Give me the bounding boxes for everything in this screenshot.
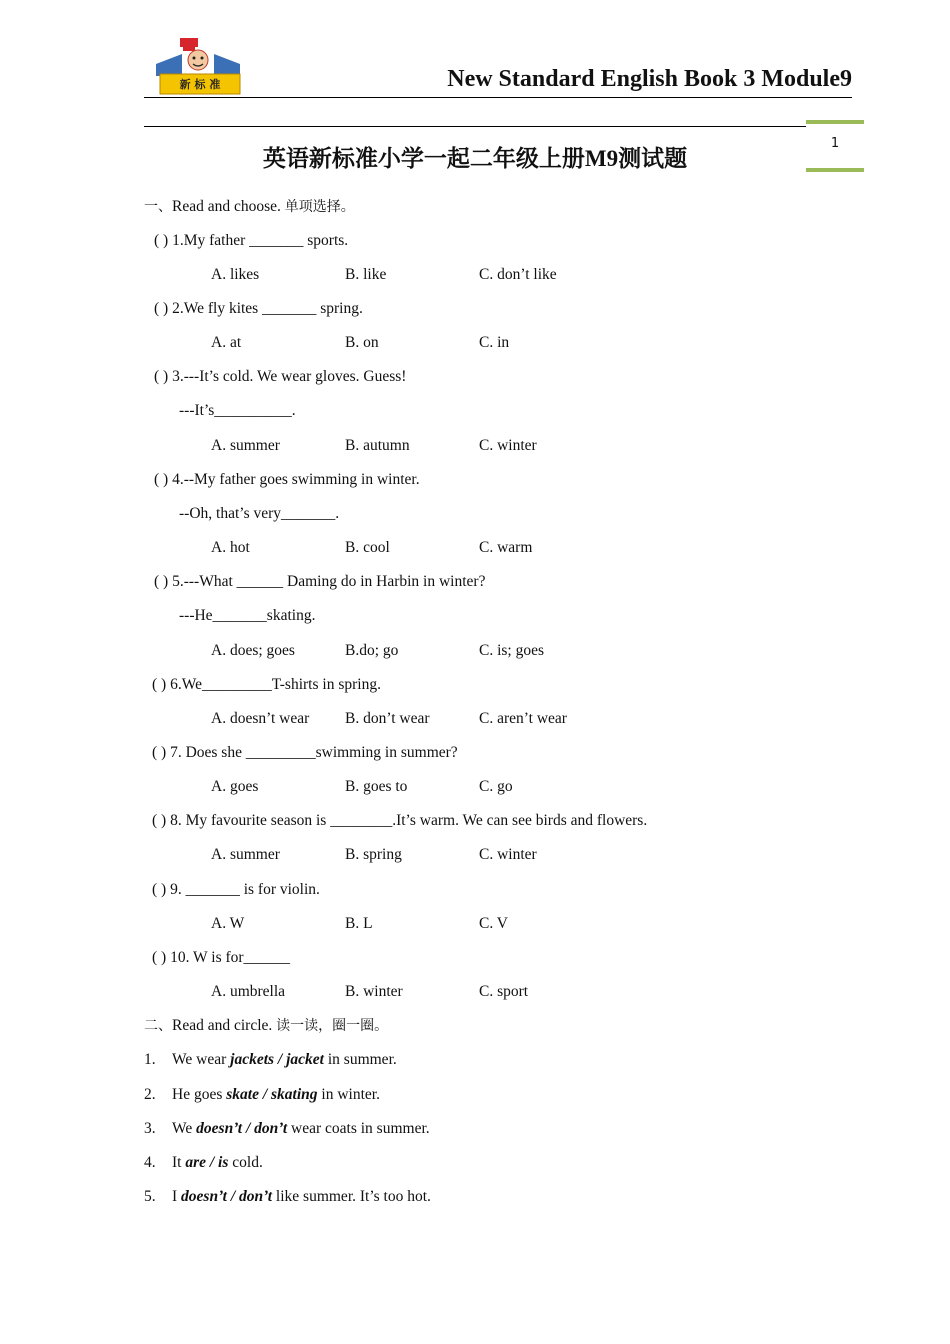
q6-option-b: B. don’t wear bbox=[345, 710, 430, 727]
q6-option-a: A. doesn’t wear bbox=[211, 710, 310, 727]
q5-option-c: C. is; goes bbox=[479, 642, 545, 659]
question-3-line-2: ---It’s__________. bbox=[179, 402, 296, 419]
q3-option-c: C. winter bbox=[479, 437, 537, 454]
q8-option-c: C. winter bbox=[479, 846, 537, 863]
circle-choice: doesn’t / don’t bbox=[196, 1120, 288, 1137]
q7-option-b: B. goes to bbox=[345, 778, 408, 795]
circle-item-2: 2. He goes skate / skating in winter. bbox=[144, 1086, 380, 1103]
question-7: ( ) 7. Does she _________swimming in summer? bbox=[152, 744, 458, 761]
circle-item-3: 3. We doesn’t / don’t wear coats in summer. bbox=[144, 1120, 430, 1137]
circle-choice: jackets / jacket bbox=[230, 1051, 324, 1068]
circle-item-5: 5. I doesn’t / don’t like summer. It’s too hot. bbox=[144, 1188, 431, 1205]
question-3: ( ) 3.---It’s cold. We wear gloves. Guess! bbox=[154, 368, 407, 385]
title-rule bbox=[144, 126, 806, 127]
question-4: ( ) 4.--My father goes swimming in winter. bbox=[154, 471, 420, 488]
header-title: New Standard English Book 3 Module9 bbox=[447, 66, 852, 92]
circle-choice: skate / skating bbox=[226, 1086, 318, 1103]
question-5-line-2: ---He_______skating. bbox=[179, 607, 316, 624]
publisher-logo bbox=[152, 36, 244, 96]
circle-choice: doesn’t / don’t bbox=[181, 1188, 273, 1205]
q10-option-c: C. sport bbox=[479, 983, 529, 1000]
page-number: 1 bbox=[830, 136, 840, 151]
q1-option-a: A. likes bbox=[211, 266, 260, 283]
q9-option-b: B. L bbox=[345, 915, 373, 932]
q1-option-c: C. don’t like bbox=[479, 266, 557, 283]
q7-option-c: C. go bbox=[479, 778, 513, 795]
q4-option-a: A. hot bbox=[211, 539, 250, 556]
q4-option-b: B. cool bbox=[345, 539, 390, 556]
question-6: ( ) 6.We_________T-shirts in spring. bbox=[152, 676, 381, 693]
q2-option-b: B. on bbox=[345, 334, 379, 351]
q5-option-b: B.do; go bbox=[345, 642, 399, 659]
document-title: 英语新标准小学一起二年级上册M9测试题 bbox=[262, 146, 688, 171]
q9-option-c: C. V bbox=[479, 915, 509, 932]
circle-item-4: 4. It are / is cold. bbox=[144, 1154, 263, 1171]
q10-option-a: A. umbrella bbox=[211, 983, 286, 1000]
q6-option-c: C. aren’t wear bbox=[479, 710, 567, 727]
q8-option-b: B. spring bbox=[345, 846, 402, 863]
section2-heading: 二、Read and circle. 读一读，圈一圈。 bbox=[144, 1017, 389, 1034]
q10-option-b: B. winter bbox=[345, 983, 403, 1000]
q1-option-b: B. like bbox=[345, 266, 387, 283]
circle-item-1: 1. We wear jackets / jacket in summer. bbox=[144, 1051, 397, 1068]
header-rule bbox=[144, 97, 852, 98]
logo-text: 新 标 准 bbox=[179, 78, 221, 91]
q2-option-a: A. at bbox=[211, 334, 242, 351]
question-4-line-2: --Oh, that’s very_______. bbox=[179, 505, 340, 522]
q5-option-a: A. does; goes bbox=[211, 642, 295, 659]
q4-option-c: C. warm bbox=[479, 539, 533, 556]
section1-heading: 一、Read and choose. 单项选择。 bbox=[144, 198, 355, 215]
q2-option-c: C. in bbox=[479, 334, 510, 351]
q3-option-a: A. summer bbox=[211, 437, 280, 454]
question-9: ( ) 9. _______ is for violin. bbox=[152, 881, 320, 898]
q8-option-a: A. summer bbox=[211, 846, 280, 863]
question-2: ( ) 2.We fly kites _______ spring. bbox=[154, 300, 363, 317]
q7-option-a: A. goes bbox=[211, 778, 259, 795]
question-1: ( ) 1.My father _______ sports. bbox=[154, 232, 349, 249]
question-8: ( ) 8. My favourite season is ________.It’s warm. We can see birds and flowers. bbox=[152, 812, 648, 829]
circle-choice: are / is bbox=[185, 1154, 229, 1171]
question-10: ( ) 10. W is for______ bbox=[152, 949, 291, 966]
q3-option-b: B. autumn bbox=[345, 437, 410, 454]
question-5: ( ) 5.---What ______ Daming do in Harbin in winter? bbox=[154, 573, 486, 590]
q9-option-a: A. W bbox=[211, 915, 245, 932]
